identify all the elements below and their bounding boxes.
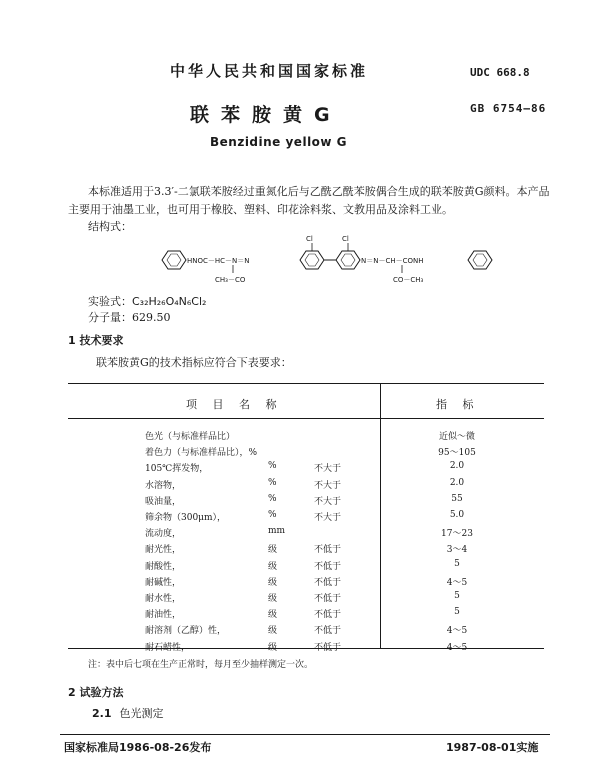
row-requirement: 不低于 — [314, 561, 342, 572]
row-spec-value: 3～4 — [446, 545, 468, 556]
row-requirement: 不大于 — [314, 513, 342, 523]
row-requirement: 不大于 — [314, 496, 342, 507]
row-item-name: 着色力（与标准样品比），% — [145, 448, 258, 459]
row-item-name: 耐光性， — [145, 545, 182, 556]
empirical-formula-label: 实验式： — [88, 295, 132, 308]
scope-paragraph-line2: 主要用于油墨工业，也可用于橡胶、塑料、印花涂料浆、文教用品及涂料工业。 — [68, 203, 453, 216]
right-chain-text: N＝N－CH－CONH — [361, 257, 424, 265]
row-unit: % — [268, 510, 277, 520]
row-spec-value: 4～5 — [446, 626, 468, 637]
row-spec-value: 55 — [451, 493, 463, 504]
table-row — [0, 575, 600, 591]
row-item-name: 耐水性， — [145, 594, 182, 604]
table-row — [0, 461, 600, 477]
row-spec-value: 17～23 — [441, 529, 473, 540]
table-header-rule — [68, 418, 544, 419]
row-spec-value: 95～105 — [438, 448, 476, 459]
benzene-ring-right — [468, 251, 492, 269]
document-title-cn: 联苯胺黄G — [190, 104, 342, 126]
row-requirement: 不低于 — [314, 594, 342, 604]
row-unit: % — [268, 493, 277, 504]
row-unit: 级 — [268, 545, 278, 556]
udc-code: UDC 668.8 — [470, 66, 530, 79]
issuing-authority: 中华人民共和国国家标准 — [170, 62, 369, 80]
molecular-weight — [88, 309, 171, 325]
implementation-date: 1987-08-01实施 — [446, 741, 539, 754]
chloro-left: Cl — [306, 235, 313, 243]
left-substituent-text: CH₃－CO — [215, 276, 246, 284]
section-2-1-title: 色光测定 — [119, 707, 164, 720]
publication-date: 国家标准局1986-08-26发布 — [64, 741, 212, 754]
row-requirement: 不大于 — [314, 464, 342, 475]
table-row — [0, 445, 600, 461]
table-header-item: 项 目 名 称 — [186, 398, 283, 411]
row-item-name: 耐溶剂（乙醇）性， — [145, 626, 227, 637]
table-row — [0, 623, 600, 639]
footer-rule — [60, 734, 550, 735]
section-2-1-number: 2.1 — [92, 707, 112, 720]
table-row — [0, 478, 600, 494]
row-item-name: 耐酸性， — [145, 561, 182, 572]
row-item-name: 耐碱性， — [145, 577, 182, 588]
table-note: 注：表中后七项在生产正常时，每月至少抽样测定一次。 — [88, 660, 314, 670]
row-spec-value: 5.0 — [449, 510, 465, 520]
section-1-heading: 1 技术要求 — [68, 334, 124, 347]
molecular-weight-value: 629.50 — [132, 311, 171, 324]
row-unit: mm — [268, 526, 286, 537]
structural-formula — [160, 232, 500, 290]
table-row — [0, 526, 600, 542]
row-unit: 级 — [268, 626, 278, 637]
row-unit: 级 — [268, 642, 278, 653]
table-header-spec: 指 标 — [436, 398, 480, 411]
row-requirement: 不低于 — [314, 577, 342, 588]
row-item-name: 吸油量， — [145, 496, 182, 507]
row-item-name: 流动度， — [145, 529, 182, 540]
row-item-name: 耐油性， — [145, 610, 182, 621]
section-1-intro: 联苯胺黄G的技术指标应符合下表要求： — [96, 356, 292, 369]
row-requirement: 不低于 — [314, 642, 342, 653]
molecular-weight-label: 分子量： — [88, 311, 132, 324]
row-item-name: 色光（与标准样品比） — [145, 432, 236, 442]
table-row — [0, 542, 600, 558]
row-unit: 级 — [268, 610, 278, 621]
row-spec-value: 2.0 — [449, 461, 465, 472]
row-spec-value: 5 — [454, 558, 460, 569]
section-2-heading: 2 试验方法 — [68, 686, 124, 699]
row-spec-value: 4～5 — [446, 642, 468, 653]
table-row — [0, 429, 600, 445]
scope-paragraph-line1: 本标准适用于3.3′-二氯联苯胺经过重氮化后与乙酰乙酰苯胺偶合生成的联苯胺黄G颜料。本产品 — [88, 185, 550, 198]
structure-label: 结构式： — [88, 220, 132, 233]
row-spec-value: 4～5 — [446, 577, 468, 588]
table-top-rule — [68, 383, 544, 384]
row-spec-value: 2.0 — [449, 477, 465, 488]
row-item-name: 105℃挥发物， — [145, 464, 209, 475]
row-unit: 级 — [268, 561, 278, 572]
table-row — [0, 607, 600, 623]
document-title-en: Benzidine yellow G — [210, 135, 348, 149]
left-chain-text: HNOC－HC－N＝N — [187, 257, 250, 265]
empirical-formula — [88, 293, 206, 309]
standard-number: GB 6754—86 — [470, 102, 547, 115]
table-row — [0, 591, 600, 607]
table-row — [0, 494, 600, 510]
row-unit: % — [268, 461, 277, 472]
row-unit: 级 — [268, 594, 278, 604]
section-2-1 — [92, 705, 164, 721]
right-substituent-text: CO－CH₃ — [393, 276, 424, 284]
row-item-name: 耐石蜡性， — [145, 642, 191, 653]
row-item-name: 筛余物（300μm）， — [145, 513, 227, 523]
row-item-name: 水溶物， — [145, 480, 182, 491]
row-spec-value: 5 — [454, 591, 460, 601]
row-requirement: 不低于 — [314, 610, 342, 621]
table-row — [0, 559, 600, 575]
row-unit: 级 — [268, 577, 278, 588]
biphenyl-rings — [300, 243, 360, 269]
row-unit: % — [268, 477, 277, 488]
row-requirement: 不低于 — [314, 626, 342, 637]
empirical-formula-value: C₃₂H₂₆O₄N₆Cl₂ — [132, 295, 207, 308]
table-bottom-rule — [68, 648, 544, 649]
row-requirement: 不低于 — [314, 545, 342, 556]
table-row — [0, 510, 600, 526]
chloro-right: Cl — [342, 235, 349, 243]
row-spec-value: 5 — [454, 607, 460, 618]
row-spec-value: 近似～微 — [438, 432, 475, 442]
benzene-ring-left — [162, 251, 186, 269]
row-requirement: 不大于 — [314, 480, 342, 491]
